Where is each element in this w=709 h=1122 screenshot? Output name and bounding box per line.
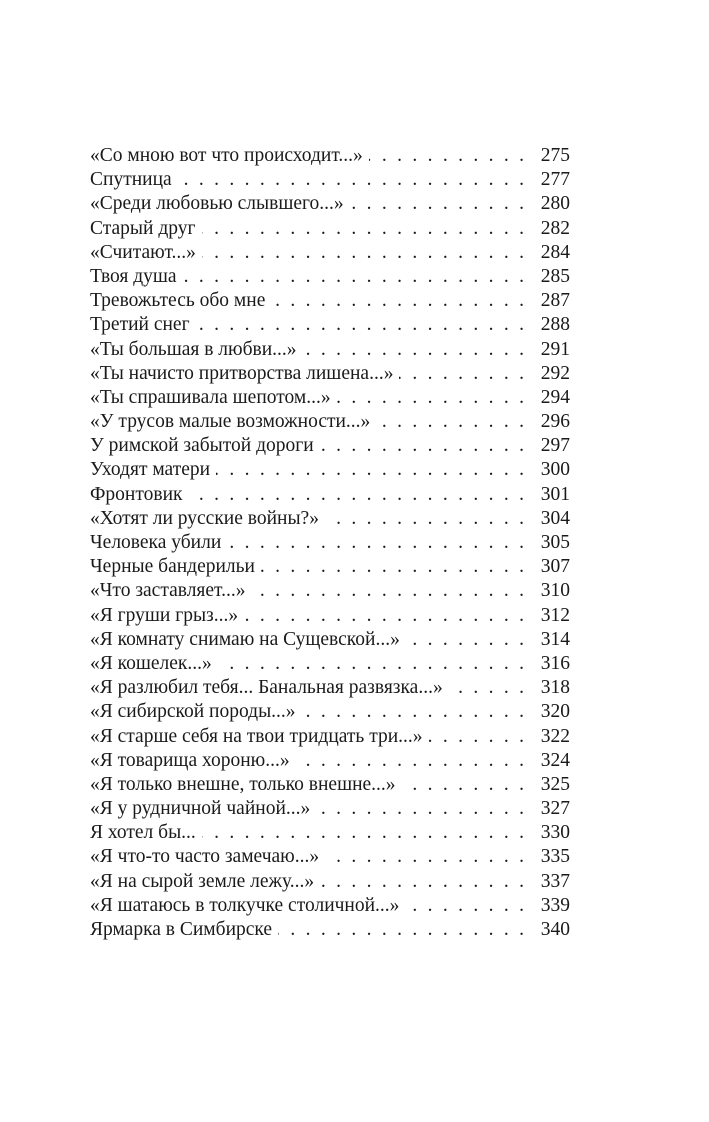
toc-entry-title: «Я груши грыз...» <box>90 604 239 626</box>
dot-leader <box>303 338 524 362</box>
toc-entry-page: 312 <box>540 604 570 626</box>
toc-entry-title: «Ты спрашивала шепотом...» <box>90 386 331 408</box>
toc-entry-page: 325 <box>540 773 570 795</box>
toc-entry-page: 318 <box>540 677 570 699</box>
toc-entry[interactable] <box>90 507 570 531</box>
dot-leader <box>325 507 524 531</box>
toc-entry-title: «Я у рудничной чайной...» <box>90 798 311 820</box>
toc-entry[interactable] <box>90 217 570 241</box>
toc-entry-title: «Я сибирской породы...» <box>90 701 296 723</box>
toc-entry-page: 314 <box>540 628 570 650</box>
toc-entry-title: Уходят матери <box>90 459 211 481</box>
toc-entry-page: 310 <box>540 580 570 602</box>
toc-entry-page: 320 <box>540 701 570 723</box>
toc-entry-title: Спутница <box>90 169 172 191</box>
toc-entry-page: 277 <box>540 169 570 191</box>
toc-entry[interactable] <box>90 531 570 555</box>
toc-entry[interactable] <box>90 386 570 410</box>
toc-entry[interactable] <box>90 362 570 386</box>
toc-entry[interactable] <box>90 410 570 434</box>
toc-entry-page: 296 <box>540 411 570 433</box>
toc-entry-page: 335 <box>540 846 570 868</box>
toc-entry[interactable] <box>90 458 570 482</box>
toc-entry[interactable] <box>90 168 570 192</box>
dot-leader <box>183 265 524 289</box>
dot-leader <box>402 773 524 797</box>
dot-leader <box>196 313 524 337</box>
toc-entry[interactable] <box>90 773 570 797</box>
dot-leader <box>320 434 524 458</box>
toc-entry[interactable] <box>90 700 570 724</box>
toc-entry-title: «Ты большая в любви...» <box>90 338 297 360</box>
toc-entry-page: 327 <box>540 798 570 820</box>
dot-leader <box>188 483 524 507</box>
toc-entry-page: 280 <box>540 193 570 215</box>
toc-entry-page: 288 <box>540 314 570 336</box>
toc-entry-title: Старый друг <box>90 217 196 239</box>
dot-leader <box>202 217 525 241</box>
toc-entry[interactable] <box>90 555 570 579</box>
toc-entry[interactable] <box>90 845 570 869</box>
dot-leader <box>178 168 524 192</box>
toc-entry-title: «Я на сырой земле лежу...» <box>90 870 315 892</box>
toc-entry[interactable] <box>90 725 570 749</box>
toc-entry-page: 340 <box>540 919 570 940</box>
toc-entry-title: Я хотел бы... <box>90 822 196 844</box>
dot-leader <box>429 725 524 749</box>
toc-entry-title: «Что заставляет...» <box>90 580 246 602</box>
toc-entry-page: 282 <box>540 217 570 239</box>
toc-entry-page: 275 <box>540 145 570 166</box>
toc-entry-title: «Среди любовью слывшего...» <box>90 193 344 215</box>
dot-leader <box>202 241 524 265</box>
dot-leader <box>316 797 524 821</box>
dot-leader <box>202 821 524 845</box>
toc-entry-page: 300 <box>540 459 570 481</box>
toc-entry-page: 287 <box>540 290 570 312</box>
toc-entry[interactable] <box>90 579 570 603</box>
toc-entry-page: 316 <box>540 652 570 674</box>
dot-leader <box>406 628 524 652</box>
toc-entry-title: Черные бандерильи <box>90 556 255 578</box>
toc-entry-title: «Я шатаюсь в толкучке столичной...» <box>90 894 400 916</box>
toc-entry-page: 304 <box>540 507 570 529</box>
toc-entry[interactable] <box>90 870 570 894</box>
toc-entry[interactable] <box>90 604 570 628</box>
toc-entry-title: «Я старше себя на твои тридцать три...» <box>90 725 423 747</box>
dot-leader <box>244 604 524 628</box>
toc-entry[interactable] <box>90 313 570 337</box>
dot-leader <box>251 579 524 603</box>
toc-entry-title: «У трусов малые возможности...» <box>90 411 371 433</box>
toc-entry[interactable] <box>90 676 570 700</box>
toc-entry-page: 307 <box>540 556 570 578</box>
toc-entry-title: У римской забытой дороги <box>90 435 314 457</box>
toc-entry[interactable] <box>90 749 570 773</box>
toc-entry-page: 285 <box>540 265 570 287</box>
toc-entry-title: Ярмарка в Симбирске <box>90 919 273 940</box>
toc-entry-page: 297 <box>540 435 570 457</box>
table-of-contents <box>90 144 570 942</box>
toc-entry-title: «Ты начисто притворства лишена...» <box>90 362 394 384</box>
toc-entry[interactable] <box>90 628 570 652</box>
dot-leader <box>261 555 524 579</box>
toc-entry[interactable] <box>90 821 570 845</box>
toc-entry[interactable] <box>90 797 570 821</box>
toc-entry[interactable] <box>90 894 570 918</box>
toc-entry[interactable] <box>90 265 570 289</box>
toc-entry[interactable] <box>90 434 570 458</box>
dot-leader <box>350 192 524 216</box>
toc-entry-page: 291 <box>540 338 570 360</box>
dot-leader <box>216 458 524 482</box>
toc-entry-page: 284 <box>540 241 570 263</box>
toc-entry-title: «Считают...» <box>90 241 196 263</box>
toc-entry[interactable] <box>90 289 570 313</box>
dot-leader <box>399 362 524 386</box>
toc-entry-page: 301 <box>540 483 570 505</box>
dot-leader <box>376 410 524 434</box>
toc-entry-title: «Хотят ли русские войны?» <box>90 507 319 529</box>
dot-leader <box>405 894 524 918</box>
toc-entry[interactable] <box>90 918 570 942</box>
toc-entry-page: 337 <box>540 870 570 892</box>
dot-leader <box>320 870 524 894</box>
toc-entry[interactable] <box>90 144 570 168</box>
toc-entry-title: Фронтовик <box>90 483 183 505</box>
toc-entry-page: 305 <box>540 532 570 553</box>
toc-entry[interactable] <box>90 192 570 216</box>
toc-entry-title: «Со мною вот что происходит...» <box>90 145 363 166</box>
toc-entry[interactable] <box>90 483 570 507</box>
toc-entry-page: 294 <box>540 386 570 408</box>
toc-entry[interactable] <box>90 652 570 676</box>
dot-leader <box>278 918 524 942</box>
dot-leader <box>227 531 524 555</box>
toc-entry-title: «Я комнату снимаю на Сущевской...» <box>90 628 400 650</box>
toc-entry-title: «Я товарища хороню...» <box>90 749 290 771</box>
toc-entry-title: Тревожьтесь обо мне <box>90 290 266 312</box>
toc-entry[interactable] <box>90 241 570 265</box>
toc-entry-page: 324 <box>540 749 570 771</box>
toc-entry-title: «Я только внешне, только внешне...» <box>90 773 396 795</box>
toc-entry-page: 292 <box>540 362 570 384</box>
toc-entry-page: 339 <box>540 894 570 916</box>
dot-leader <box>302 700 524 724</box>
dot-leader <box>369 144 524 168</box>
dot-leader <box>218 652 524 676</box>
toc-entry-title: Твоя душа <box>90 265 177 287</box>
toc-entry-title: Человека убили <box>90 532 222 553</box>
dot-leader <box>271 289 524 313</box>
toc-entry-page: 322 <box>540 725 570 747</box>
toc-entry-title: «Я разлюбил тебя... Банальная развязка...» <box>90 677 443 699</box>
toc-entry[interactable] <box>90 338 570 362</box>
dot-leader <box>296 749 524 773</box>
toc-entry-title: «Я что-то часто замечаю...» <box>90 846 320 868</box>
toc-entry-title: Третий снег <box>90 314 190 336</box>
dot-leader <box>325 845 524 869</box>
toc-entry-title: «Я кошелек...» <box>90 652 212 674</box>
dot-leader <box>449 676 524 700</box>
toc-entry-page: 330 <box>540 822 570 844</box>
dot-leader <box>337 386 524 410</box>
